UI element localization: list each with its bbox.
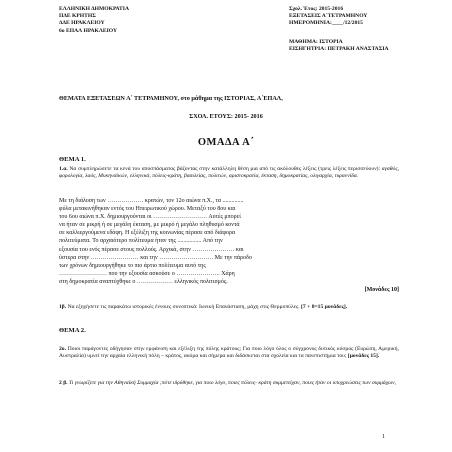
- header-line: ΠΔΕ ΚΡΗΤΗΣ: [59, 13, 96, 20]
- school-year: ΣΧΟΛ. ΕΤΟΥΣ: 2015- 2016: [189, 113, 263, 120]
- header-line: ΕΛΛΗΝΙΚΗ ΔΗΜΟΚΡΑΤΙΑ: [59, 6, 129, 12]
- thema2-heading: ΘΕΜΑ 2.: [59, 327, 86, 334]
- passage-line: …………………… που την εξουσία ασκούσε ο …………………. Χάρη: [59, 270, 235, 277]
- header-line: ΔΔΕ ΗΡΑΚΛΕΙΟΥ: [59, 20, 105, 27]
- header-line: 6ο ΕΠΑΛ ΗΡΑΚΛΕΙΟΥ: [59, 27, 118, 34]
- header-line: ΜΑΘΗΜΑ: ΙΣΤΟΡΙΑ: [289, 39, 343, 45]
- header-line: ΕΙΣΗΓΗΤΡΙΑ: ΠΕΤΡΑΚΗ ΑΝΑΣΤΑΣΙΑ: [289, 46, 389, 53]
- passage-line: σε καλλιεργούμενα εδάφη. Η εξέλιξη της κοινωνίας πέρασε από διάφορα: [59, 230, 236, 237]
- question-1a: [59, 166, 399, 181]
- question-2: [59, 346, 399, 361]
- header-line: Σχολ. Έτος: 2015-2016: [289, 6, 344, 12]
- question-number: 1β.: [59, 304, 67, 310]
- passage-line: πολιτεύματα. Το αρχαιότερο πολίτευμα ήταν της ................ Από την: [59, 238, 223, 245]
- question-text: Ποιοι παράγοντες οδήγησαν στην εμφάνιση και εξέλιξη της πόλης κράτους; Για ποιο λόγο όλος ο σύγχρονος δυτικός κόσμος (Ευρώπη, Αμερική, Αυστραλία) υμνεί την αρχαία ελληνική πόλη – κράτος, ακόμα και σήμερα και διδάσκεται στα σχολεία και τα πανεπιστήμια του;: [59, 346, 399, 360]
- fill-in-passage: [59, 197, 399, 294]
- passage-line: των χρόνων δημιουργήθηκε το πιο άρτιο πολίτευμα αυτό της: [59, 262, 206, 269]
- marks-label: [μονάδες 15].: [347, 353, 380, 360]
- group-title: ΟΜΑΔΑ Α΄: [197, 137, 255, 148]
- subject-header: [289, 39, 389, 53]
- passage-line: του 6ου αιώνα π.Χ. δημιουργούνται οι ……………………… Αυτές μπορεί: [59, 214, 241, 221]
- header-line: ΕΞΕΤΑΣΕΙΣ Α΄ΤΕΤΡΑΜΗΝΟΥ: [289, 13, 368, 20]
- passage-line: εξουσία του ενός πέρασε στους πολλούς. Αρχικά, στην ………………… και: [59, 246, 244, 253]
- question-text: Να εξηγήσετε τις παρακάτω ιστορικές έννοιες συνοπτικά: Ιωνική Επανάσταση, μάχη στις Θερμοπύλες.: [67, 304, 300, 310]
- question-2b: [59, 380, 399, 387]
- school-header: [59, 6, 129, 35]
- exam-info-header: [289, 6, 367, 28]
- exam-title: ΘΕΜΑΤΑ ΕΞΕΤΑΣΕΩΝ Α΄ ΤΕΤΡΑΜΗΝΟΥ, στο μάθημα της ΙΣΤΟΡΙΑΣ, Α΄ΕΠΑΛ,: [59, 95, 283, 102]
- marks-label: [7 + 8=15 μονάδες].: [301, 304, 348, 310]
- marks-label: [Μονάδες 10]: [364, 287, 399, 294]
- word-list: αγαθός, φορολογία, λαός, Μυκηναϊκών, ελληνικά, πόλεις-κράτη, βασιλείας, πολιτών, αριστοκρατία, έκταση, δημοκρατίας, ολιγαρχία, τυραννίδα.: [59, 166, 399, 180]
- question-text: Τι γνωρίζετε για την Αθηναϊκή Συμμαχία ;πότε ιδρύθηκε, για ποιο λόγο, ποιες πόλεις- κράτη συμμετείχαν, ποιες ήταν οι υποχρεώσεις των συμμάχων,: [68, 380, 397, 386]
- passage-line: φύλα μετακινήθηκαν εντός του Ηπειρωτικού χώρου. Μεταξύ του 8ου και: [59, 206, 236, 213]
- passage-line: Με τη διάλυση των ……………… κρατών, τον 12ο αιώνα π.Χ., τα ..............: [59, 198, 244, 204]
- question-1b: [59, 304, 399, 311]
- passage-line: να ήταν σε μικρή ή σε μεγάλη έκταση, με μικρό ή μεγάλο πληθυσμό κοντά: [59, 222, 240, 229]
- page-number: 1: [382, 434, 385, 440]
- question-number: 2 β.: [59, 380, 68, 386]
- header-line: ΗΜΕΡΟΜΗΝΙΑ:____/12/2015: [289, 20, 363, 27]
- passage-line: στη δημοκρατία αναπτύχθηκε ο ……………… ελληνικός πολιτισμός.: [59, 278, 228, 285]
- question-number: 2ο.: [59, 346, 66, 352]
- passage-line: ύστερα στην …………………… και την ……………………… Με την πάροδο: [59, 254, 252, 261]
- question-number: 1.α.: [59, 166, 68, 172]
- question-text: Να συμπληρώσετε τα κενά του αποσπάσματος βάζοντας στην κατάλληλη θέση μια από τις ακόλουθες λέξεις (τρεις λέξεις περισσεύουν):: [69, 166, 381, 172]
- thema1-heading: ΘΕΜΑ 1.: [59, 156, 86, 163]
